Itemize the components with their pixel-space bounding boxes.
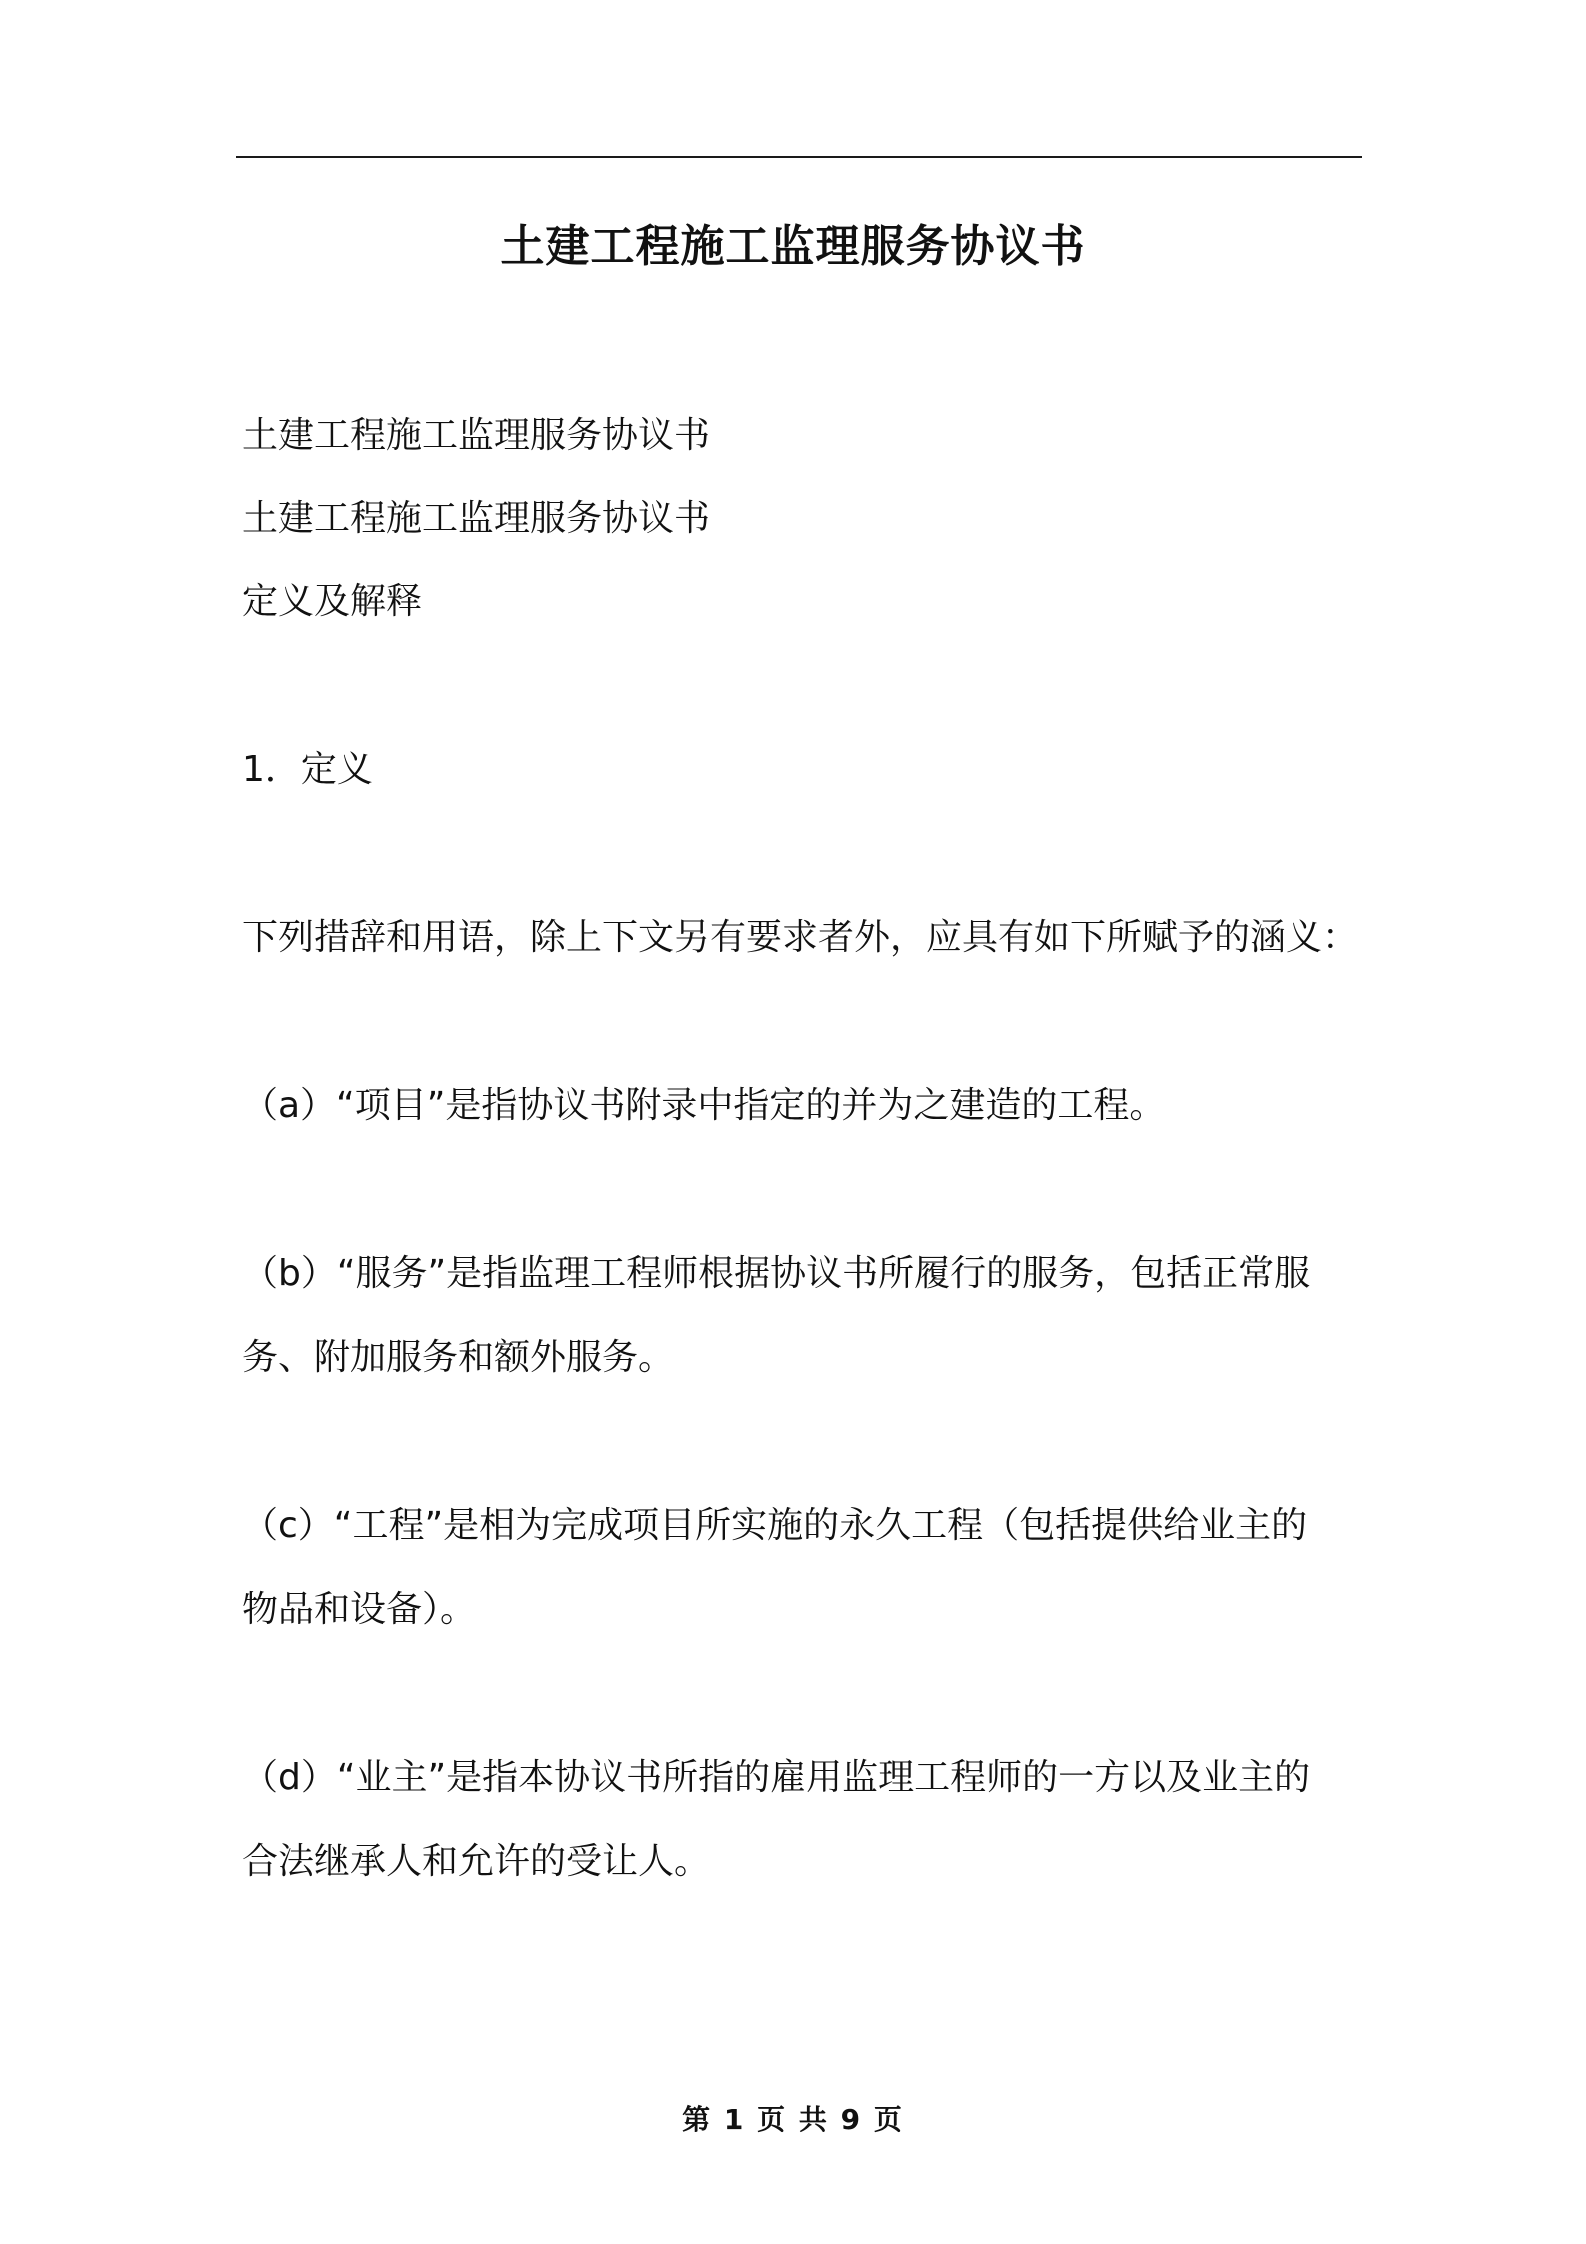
header-rule bbox=[236, 156, 1362, 158]
clause-a: （a）“项目”是指协议书附录中指定的并为之建造的工程。 bbox=[242, 1085, 1166, 1126]
clause-c-line-2: 物品和设备）。 bbox=[242, 1589, 477, 1630]
document-title: 土建工程施工监理服务协议书 bbox=[500, 221, 1086, 272]
section-heading: 定义及解释 bbox=[242, 581, 423, 622]
clause-c-line-1: （c）“工程”是相为完成项目所实施的永久工程（包括提供给业主的 bbox=[242, 1505, 1308, 1546]
page-footer: 第 1 页 共 9 页 bbox=[682, 2103, 904, 2136]
heading-line-2: 土建工程施工监理服务协议书 bbox=[242, 498, 711, 539]
clause-b-line-1: （b）“服务”是指监理工程师根据协议书所履行的服务，包括正常服 bbox=[242, 1253, 1311, 1294]
subsection-heading: 1．定义 bbox=[242, 749, 373, 790]
clause-d-line-2: 合法继承人和允许的受让人。 bbox=[242, 1841, 711, 1882]
intro-paragraph: 下列措辞和用语，除上下文另有要求者外，应具有如下所赋予的涵义： bbox=[242, 917, 1359, 958]
clause-d-line-1: （d）“业主”是指本协议书所指的雇用监理工程师的一方以及业主的 bbox=[242, 1757, 1311, 1798]
clause-b-line-2: 务、附加服务和额外服务。 bbox=[242, 1337, 675, 1378]
heading-line-1: 土建工程施工监理服务协议书 bbox=[242, 415, 711, 456]
